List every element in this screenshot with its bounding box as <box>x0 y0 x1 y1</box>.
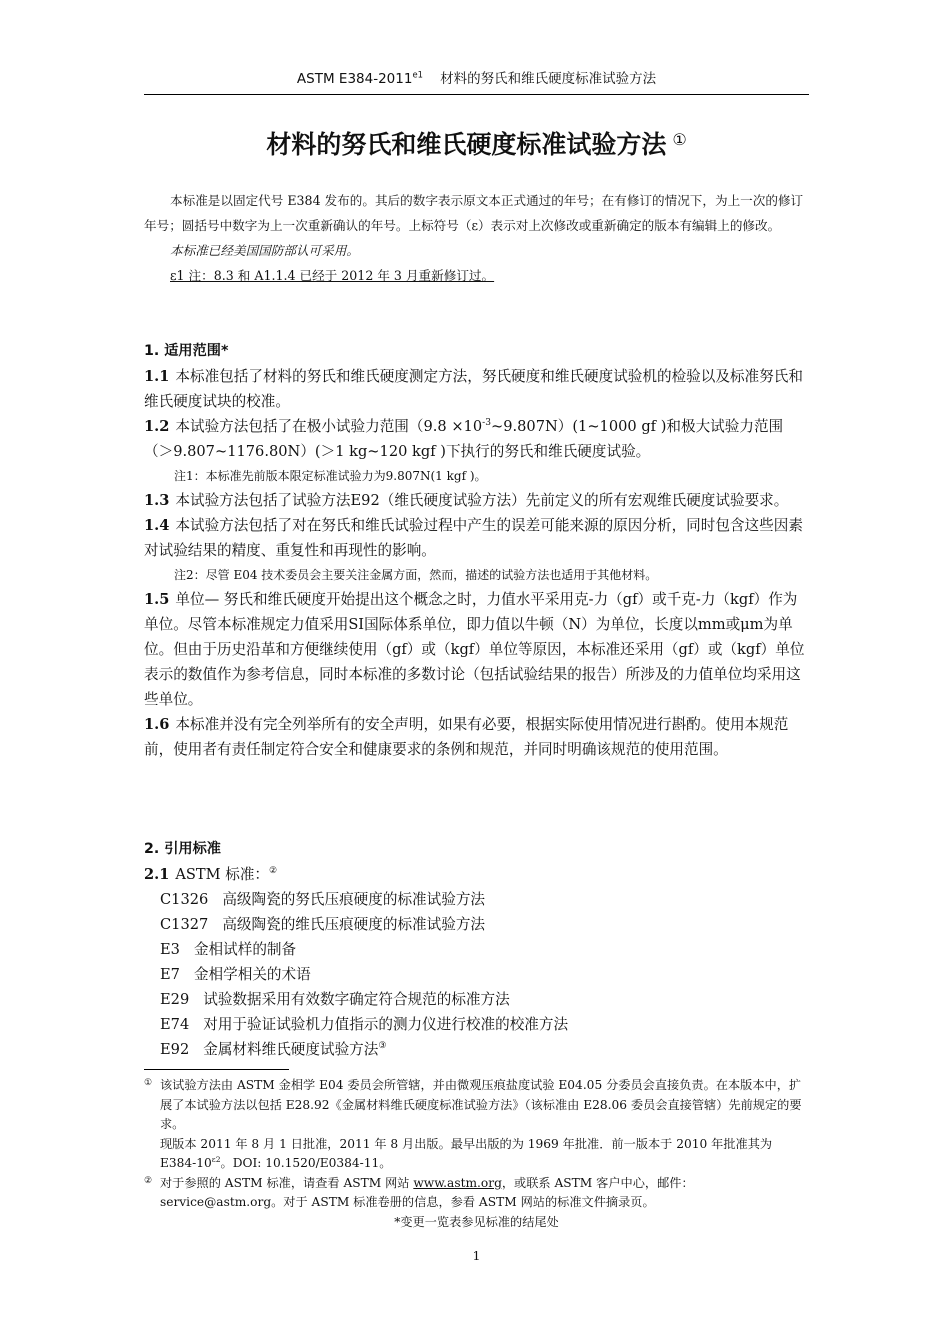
clause-1-4: 1.4 本试验方法包括了对在努氏和维氏试验过程中产生的误差可能来源的原因分析，同时包含这些因素对试验结果的精度、重复性和再现性的影响。 <box>144 517 803 559</box>
footnote-1: ① 该试验方法由 ASTM 金相学 E04 委员会所管辖，并由微观压痕盐度试验 E04.05 分委员会直接负责。在本版本中，扩展了本试验方法以包括 E28.92《金属材料维氏硬度标准试验方法》（该标准由 E28.06 委员会直接管辖）先前规定的要求。 现版本 2011 年 8 月 1 日批准，2011 年 8 月出版。最早出版的为 1969 年批准．前一版本于 2010 年批准其为 $E384-10^{\varepsilon 2}$。DOI: 10.1520/E0384-11。 <box>144 1078 802 1170</box>
section-1 <box>144 339 809 762</box>
list-item: E29 试验数据采用有效数字确定符合规范的标准方法 <box>160 991 510 1008</box>
referenced-standards-list <box>144 887 809 1062</box>
header-edition: e1 <box>412 69 423 80</box>
astm-website-link[interactable]: www.astm.org <box>413 1175 502 1190</box>
clause-1-1: 1.1 本标准包括了材料的努氏和维氏硬度测定方法，努氏硬度和维氏硬度试验机的检验以及标准努氏和维氏硬度试块的校准。 <box>144 368 803 410</box>
clause-1-2: 1.2 本试验方法包括了在极小试验力范围$(9.8 \times 10^{-3}\sim 9.807N)(1\sim 1000$ gf )和极大试验力范围（＞9.807~1176.80N）(＞1 kg~120 kgf )下执行的努氏和维氏硬度试验。 <box>144 418 784 460</box>
intro-designation-paragraph: 本标准是以固定代号 E384 发布的。其后的数字表示原文本正式通过的年号；在有修订的情况下，为上一次的修订年号；圆括号中数字为上一次重新确认的年号。上标符号（ε）表示对上次修改或重新确定的版本有编辑上的修改。 <box>144 193 804 233</box>
header-rule <box>144 94 809 95</box>
header-code: ASTM E384-2011 <box>296 71 413 87</box>
footnotes <box>144 1076 809 1232</box>
changes-summary-note: *变更一览表参见标准的结尾处 <box>394 1214 559 1229</box>
title-text: 材料的努氏和维氏硬度标准试验方法 <box>266 130 667 159</box>
note-1: 注1：本标准先前版本限定标准试验力为9.807N(1 kgf )。 <box>174 469 487 483</box>
document-title <box>144 122 809 163</box>
section-1-heading: 1. 适用范围* <box>144 343 229 359</box>
note-2: 注2：尽管 E04 技术委员会主要关注金属方面，然而，描述的试验方法也适用于其他材料。 <box>174 568 658 582</box>
list-item: E7 金相学相关的术语 <box>160 966 311 983</box>
list-item: E3 金相试样的制备 <box>160 941 297 958</box>
clause-1-6: 1.6 本标准并没有完全列举所有的安全声明，如果有必要，根据实际使用情况进行斟酌。使用本规范前，使用者有责任制定符合安全和健康要求的条例和规范，并同时明确该规范的使用范围。 <box>144 716 789 758</box>
page-number: 1 <box>472 1248 481 1263</box>
list-item: C1326 高级陶瓷的努氏压痕硬度的标准试验方法 <box>160 891 486 908</box>
list-item: E74 对用于验证试验机力值指示的测力仪进行校准的校准方法 <box>160 1016 569 1033</box>
footnote-2: ② 对于参照的 ASTM 标准，请查看 ASTM 网站 www.astm.org，或联系 ASTM 客户中心，邮件：service@astm.org。对于 ASTM 标准卷册的信息，参看 ASTM 网站的标准文件摘录页。 <box>144 1175 694 1209</box>
footnote-separator <box>144 1069 289 1070</box>
running-header <box>144 70 809 88</box>
clause-2-1: 2.1 ASTM 标准：② <box>144 866 278 883</box>
title-footnote-mark: ① <box>672 130 687 149</box>
intro-block <box>144 188 809 288</box>
intro-dod-approval: 本标准已经美国国防部认可采用。 <box>170 243 359 258</box>
list-item: C1327 高级陶瓷的维氏压痕硬度的标准试验方法 <box>160 916 486 933</box>
clause-1-3: 1.3 本试验方法包括了试验方法E92（维氏硬度试验方法）先前定义的所有宏观维氏硬度试验要求。 <box>144 492 789 509</box>
list-item: E92 金属材料维氏硬度试验方法③ <box>160 1041 387 1058</box>
intro-editorial-note: ε1 注：8.3 和 A1.1.4 已经于 2012 年 3 月重新修订过。 <box>170 268 495 283</box>
header-title: 材料的努氏和维氏硬度标准试验方法 <box>440 71 657 87</box>
section-2-heading: 2. 引用标准 <box>144 841 221 857</box>
clause-1-5: 1.5 单位— 努氏和维氏硬度开始提出这个概念之时，力值水平采用克-力（gf）或千克-力（kgf）作为单位。尽管本标准规定力值采用SI国际体系单位，即力值以牛顿（N）为单位，长度以mm或μm为单位。但由于历史沿革和方便继续使用（gf）或（kgf）单位等原因，本标准还采用（gf）或（kgf）单位表示的数值作为参考信息，同时本标准的多数讨论（包括试验结果的报告）所涉及的力值单位均采用这些单位。 <box>144 591 805 708</box>
section-2 <box>144 837 809 1062</box>
